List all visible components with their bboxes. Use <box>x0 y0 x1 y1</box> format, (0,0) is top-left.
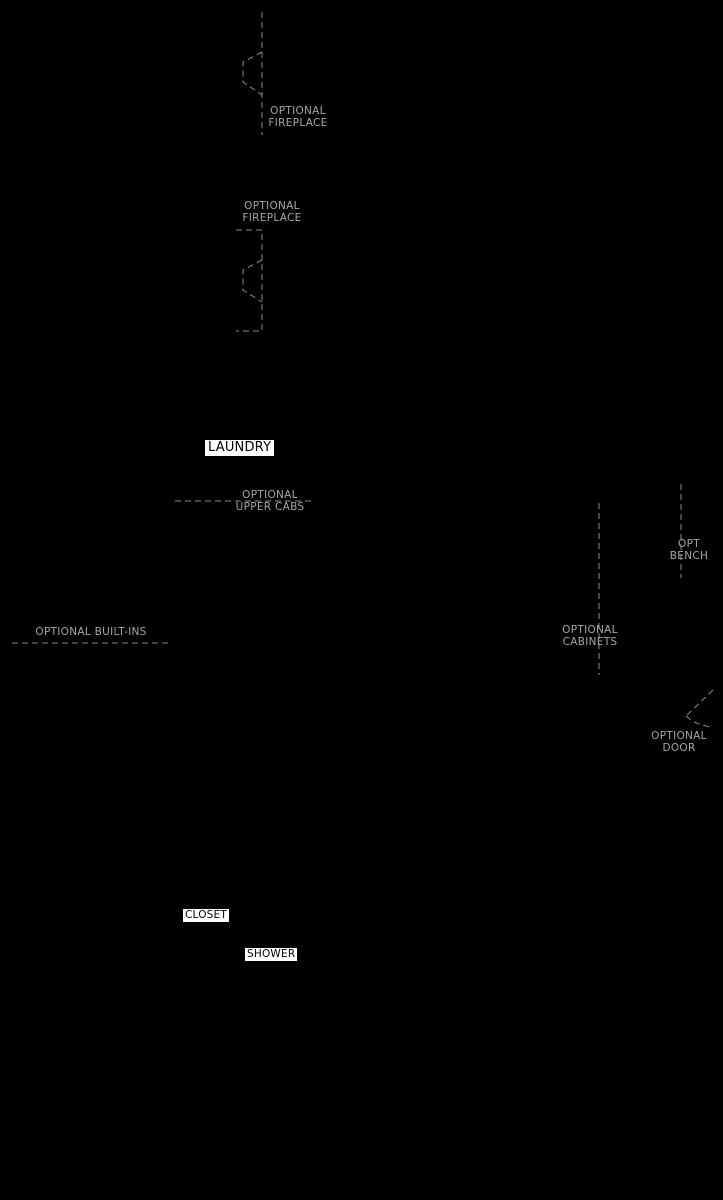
note-line: UPPER CABS <box>235 501 305 513</box>
fireplace-1-hearth-outline <box>243 52 262 95</box>
room-label-closet: CLOSET <box>185 909 227 921</box>
note-line: FIREPLACE <box>242 212 302 224</box>
note-line: CABINETS <box>562 636 618 648</box>
optional-cabinets-note <box>555 624 625 648</box>
note-line: OPTIONAL <box>242 489 298 501</box>
optional-fireplace-note-1 <box>263 105 333 129</box>
fireplace-2-hearth-outline <box>243 260 262 302</box>
door-swing-arc <box>686 716 713 727</box>
fireplace-2-box-outline <box>236 230 262 331</box>
note-line: OPTIONAL BUILT-INS <box>35 626 147 638</box>
optional-door-note <box>644 730 714 754</box>
note-line: BENCH <box>669 550 709 562</box>
note-line: DOOR <box>662 742 696 754</box>
optional-fireplace-note-2 <box>237 200 307 224</box>
door-swing-line <box>686 690 713 716</box>
note-line: OPT <box>678 538 700 550</box>
note-line: OPTIONAL <box>562 624 618 636</box>
note-line: FIREPLACE <box>268 117 328 129</box>
note-line: OPTIONAL <box>244 200 300 212</box>
note-line: OPTIONAL <box>270 105 326 117</box>
opt-bench-note <box>664 538 714 562</box>
room-label-laundry: LAUNDRY <box>205 440 274 456</box>
optional-upper-cabs-note <box>230 489 310 513</box>
note-line: OPTIONAL <box>651 730 707 742</box>
room-label-shower: SHOWER <box>247 948 296 960</box>
optional-built-ins-note <box>20 626 162 638</box>
